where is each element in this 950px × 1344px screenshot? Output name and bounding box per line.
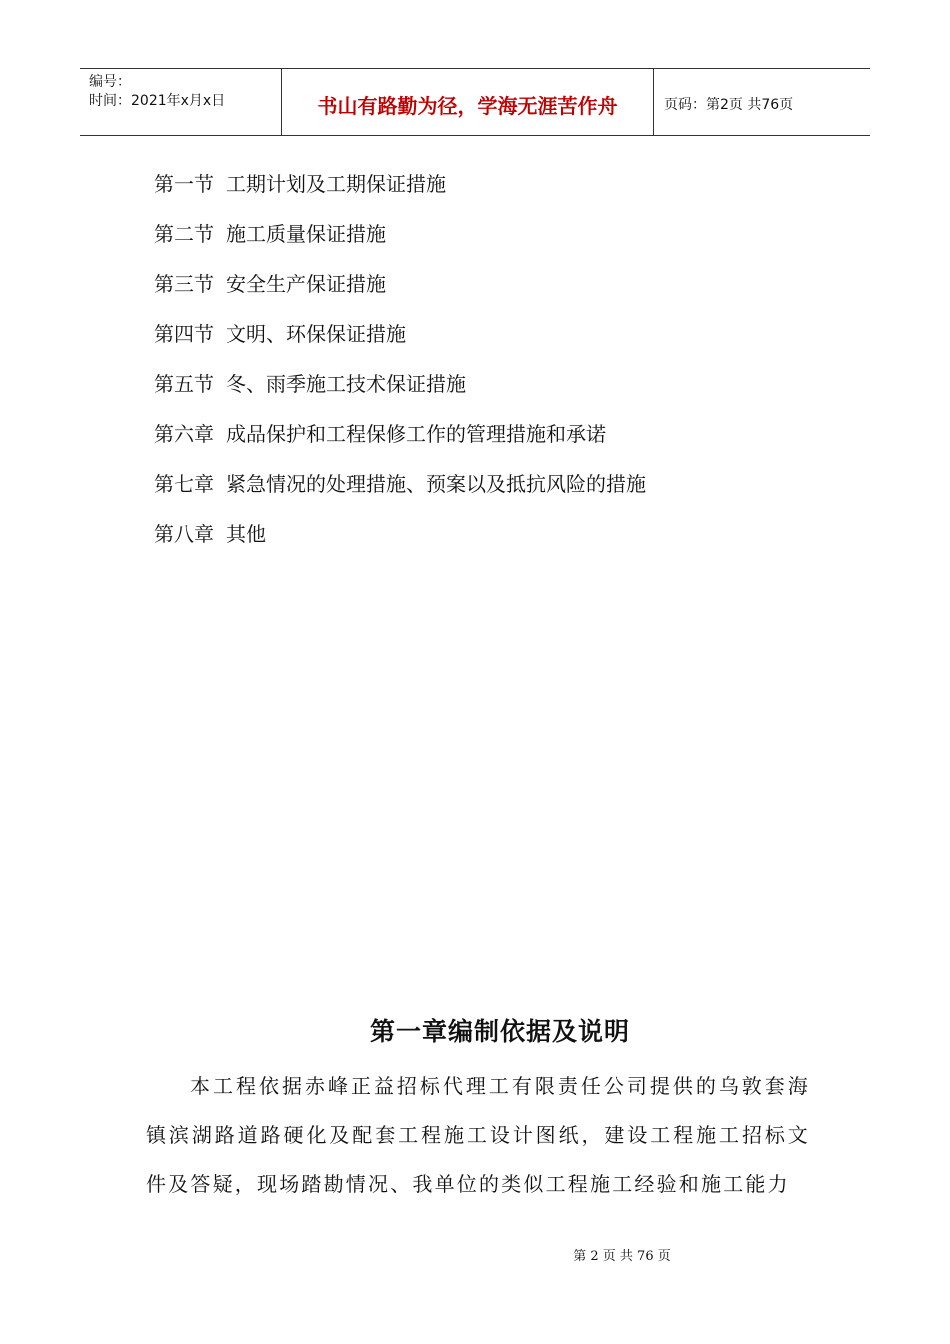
chapter-title: 第一章编制依据及说明 xyxy=(369,1017,630,1046)
toc-item xyxy=(154,318,646,368)
header-motto: 书山有路勤为径，学海无涯苦作舟 xyxy=(282,69,654,135)
toc-item-number: 第四节 xyxy=(154,322,214,346)
toc-item xyxy=(154,168,646,218)
toc-item-title: 成品保护和工程保修工作的管理措施和承诺 xyxy=(226,422,606,446)
toc-item xyxy=(154,468,646,518)
chapter-paragraph: 本工程依据赤峰正益招标代理工有限责任公司提供的乌敦套海镇滨湖路道路硬化及配套工程施工设计图纸，建设工程施工招标文件及答疑，现场踏勘情况、我单位的类似工程施工经验和施工能力 xyxy=(146,1074,810,1196)
toc-item-title: 其他 xyxy=(226,522,266,546)
toc-item-number: 第八章 xyxy=(154,522,214,546)
document-number-label: 编号： xyxy=(89,74,131,90)
toc-item-title: 紧急情况的处理措施、预案以及抵抗风险的措施 xyxy=(226,472,646,496)
header-page-info: 页码：第2页 共76页 xyxy=(664,97,794,113)
toc-item-title: 工期计划及工期保证措施 xyxy=(226,172,446,196)
toc-item-number: 第七章 xyxy=(154,472,214,496)
toc-item-number: 第五节 xyxy=(154,372,214,396)
page-header xyxy=(80,68,870,136)
toc-item-title: 文明、环保保证措施 xyxy=(226,322,406,346)
header-meta xyxy=(80,69,282,135)
toc-item xyxy=(154,368,646,418)
toc-item-number: 第二节 xyxy=(154,222,214,246)
toc-item xyxy=(154,268,646,318)
toc-item-title: 安全生产保证措施 xyxy=(226,272,386,296)
toc-item-number: 第三节 xyxy=(154,272,214,296)
toc-item-number: 第一节 xyxy=(154,172,214,196)
toc-item-number: 第六章 xyxy=(154,422,214,446)
toc-item xyxy=(154,218,646,268)
page-footer: 第 2 页 共 76 页 xyxy=(573,1249,671,1264)
toc-item xyxy=(154,518,646,568)
document-time-label: 时间：2021年x月x日 xyxy=(89,93,226,109)
toc-item-title: 施工质量保证措施 xyxy=(226,222,386,246)
toc-item xyxy=(154,418,646,468)
toc-item-title: 冬、雨季施工技术保证措施 xyxy=(226,372,466,396)
table-of-contents xyxy=(154,168,646,568)
